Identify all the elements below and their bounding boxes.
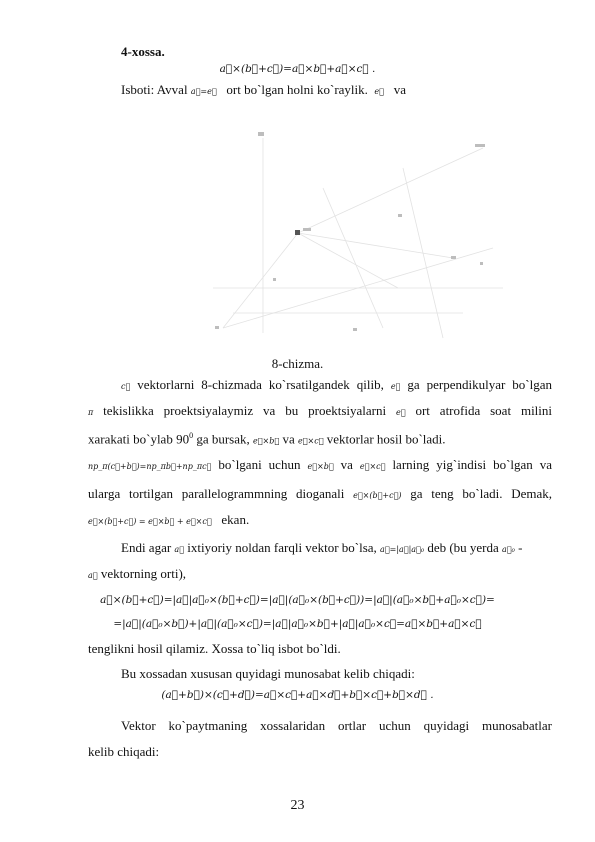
paragraph-1-line-3 xyxy=(88,428,446,449)
text-segment: vektorlar hosil bo`ladi. xyxy=(326,431,446,447)
proof-text: ort bo`lgan holni ko`raylik. xyxy=(226,82,368,97)
property-heading: 4-xossa. xyxy=(121,44,165,59)
vector-a-decomposition: a⃗=|a⃗|a⃗₀ xyxy=(380,545,425,554)
vector-c: c⃗ xyxy=(121,382,131,391)
plane-pi: π xyxy=(88,408,94,417)
cross-eb: e⃗×b⃗ xyxy=(253,436,280,446)
text-segment: va xyxy=(340,457,353,472)
vector-e: e⃗ xyxy=(390,382,401,391)
paragraph-3-line-1 xyxy=(121,540,522,558)
paragraph-2-line-1 xyxy=(88,457,552,475)
text-segment: vektorning orti), xyxy=(100,566,187,581)
page-number: 23 xyxy=(290,798,305,813)
text-segment: Endi agar xyxy=(121,540,172,555)
proof-tail: va xyxy=(393,82,406,97)
distributive-formula: a⃗×(b⃗+c⃗)=a⃗×b⃗+a⃗×c⃗ . xyxy=(219,63,376,75)
proof-lead: Isboti: Avval xyxy=(121,82,188,97)
text-segment: tekislikka proektsiyalaymiz va bu proektsiyalarni xyxy=(103,403,387,418)
text-segment: ort atrofida soat milini xyxy=(415,403,553,418)
proof-vector: e⃗ xyxy=(374,87,384,96)
text-segment: va xyxy=(282,431,295,447)
text-segment: ga bursak, xyxy=(196,431,250,447)
text-segment: ga teng bo`ladi. Demak, xyxy=(410,486,553,501)
paragraph-2-line-2 xyxy=(88,486,552,504)
text-segment: bo`lgani uchun xyxy=(218,457,301,472)
text-segment: larning yig`indisi bo`lgan va xyxy=(392,457,553,472)
text-segment: ixtiyoriy noldan farqli vektor bo`lsa, xyxy=(187,540,377,555)
paragraph-2-line-3 xyxy=(88,512,249,530)
equation-line-2: =|a⃗|(a⃗₀×b⃗)+|a⃗|(a⃗₀×c⃗)=|a⃗|a⃗₀×b⃗+|a⃗|a⃗₀×c⃗=a⃗×b⃗+a⃗×c⃗ xyxy=(113,618,482,630)
figure-caption: 8-chizma. xyxy=(271,356,324,371)
proof-line xyxy=(121,82,406,100)
text-segment: - xyxy=(518,540,523,555)
figure-8-drawing xyxy=(203,128,513,350)
proof-condition: a⃗=e⃗ xyxy=(190,87,217,96)
projection-formula: np_π(c⃗+b⃗)=np_πb⃗+np_πc⃗ xyxy=(88,462,212,471)
cross-ec: e⃗×c⃗ xyxy=(297,436,324,446)
vector-a: a⃗ xyxy=(174,545,184,554)
vector-e: e⃗ xyxy=(396,408,406,417)
paragraph-3-line-2 xyxy=(88,566,186,584)
final-paragraph-line-2: kelib chiqadi: xyxy=(88,744,160,759)
text-segment: ga perpendikulyar bo`lgan xyxy=(407,377,552,392)
text-segment: ekan. xyxy=(221,512,250,527)
paragraph-1-line-1 xyxy=(121,377,552,395)
cross-ec: e⃗×c⃗ xyxy=(359,462,386,471)
text-segment: deb (bu yerda xyxy=(427,540,499,555)
equation-line-1: a⃗×(b⃗+c⃗)=|a⃗|a⃗₀×(b⃗+c⃗)=|a⃗|(a⃗₀×(b⃗+c⃗))=|a⃗|(a⃗₀×b⃗+a⃗₀×c⃗)= xyxy=(100,594,495,606)
vector-a: a⃗ xyxy=(88,571,98,580)
consequence-text: Bu xossadan xususan quyidagi munosabat kelib chiqadi: xyxy=(121,666,415,681)
after-equation-text: tenglikni hosil qilamiz. Xossa to`liq isbot bo`ldi. xyxy=(88,641,341,656)
paragraph-1-line-2 xyxy=(88,403,552,421)
vector-a0: a⃗₀ xyxy=(502,545,515,554)
degree-sup: 0 xyxy=(189,431,194,440)
diagonal-formula: e⃗×(b⃗+c⃗) xyxy=(353,491,402,500)
cross-eb: e⃗×b⃗ xyxy=(307,462,334,471)
result-formula: e⃗×(b⃗+c⃗) = e⃗×b⃗ + e⃗×c⃗ xyxy=(88,517,212,526)
expansion-formula: (a⃗+b⃗)×(c⃗+d⃗)=a⃗×c⃗+a⃗×d⃗+b⃗×c⃗+b⃗×d⃗ . xyxy=(161,689,434,701)
text-segment: xarakati bo`ylab 90 xyxy=(88,431,190,447)
text-segment: vektorlarni 8-chizmada ko`rsatilgandek qilib, xyxy=(137,377,384,392)
text-segment: ularga tortilgan parallelogrammning dioganali xyxy=(88,486,345,501)
final-paragraph-line-1: Vektor ko`paytmaning xossalaridan ortlar uchun quyidagi munosabatlar xyxy=(121,718,552,733)
